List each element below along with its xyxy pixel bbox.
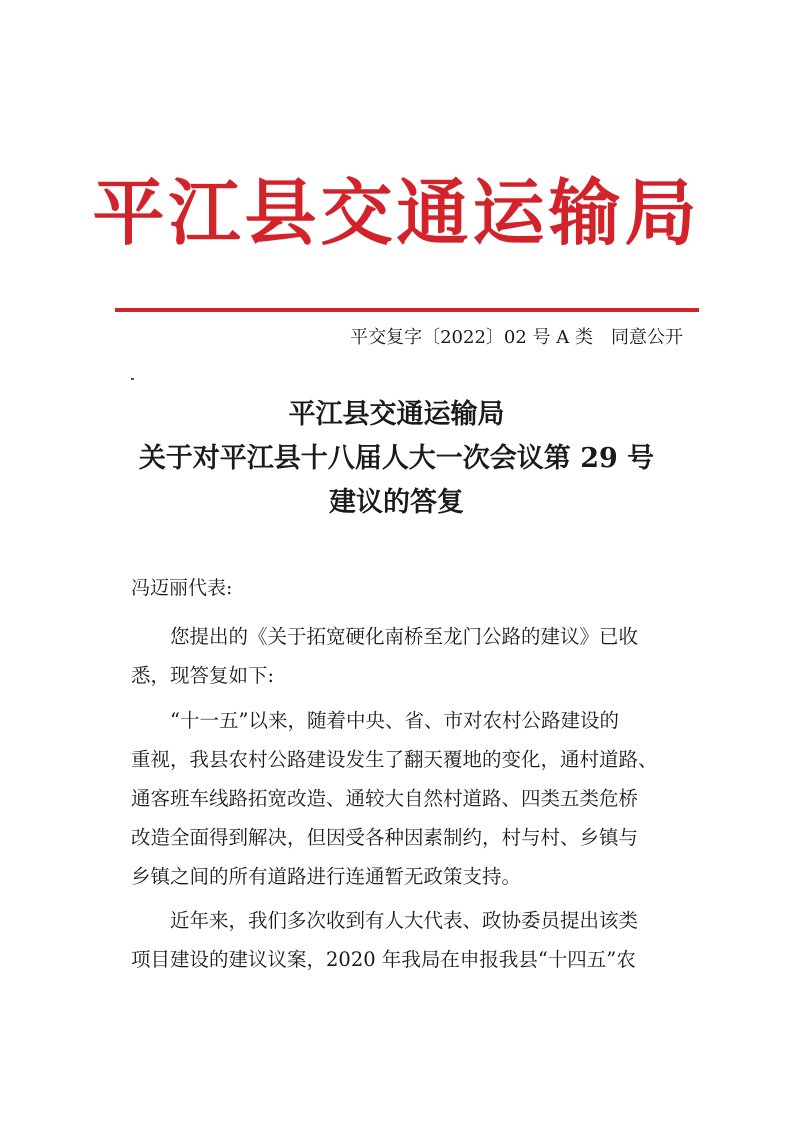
paragraph-line: 重视，我县农村公路建设发生了翻天覆地的变化，通村道路、 <box>131 748 658 771</box>
red-header-rule <box>115 308 699 312</box>
title-line-1: 平江县交通运输局 <box>288 399 505 430</box>
paragraph-line: “十一五”以来，随着中央、省、市对农村公路建设的 <box>170 709 619 732</box>
salutation: 冯迈丽代表: <box>131 577 233 599</box>
masthead-title: 平江县交通运输局 <box>92 170 701 255</box>
paragraph-line: 乡镇之间的所有道路进行连通暂无政策支持。 <box>131 865 522 888</box>
paragraph-1 <box>131 617 687 695</box>
title-line-2: 关于对平江县十八届人大一次会议第 29 号 <box>138 443 655 474</box>
paragraph-line: 项目建设的建议议案，2020 年我局在申报我县“十四五”农 <box>131 948 636 971</box>
paragraph-line: 近年来，我们多次收到有人大代表、政协委员提出该类 <box>170 909 639 932</box>
paragraph-3 <box>131 901 687 979</box>
paragraph-line: 悉，现答复如下: <box>131 664 275 687</box>
document-title <box>0 393 793 525</box>
paragraph-2 <box>131 701 687 896</box>
scan-mark <box>131 378 134 380</box>
paragraph-line: 改造全面得到解决，但因受各种因素制约，村与村、乡镇与 <box>131 826 639 849</box>
document-number: 平交复字〔2022〕02 号 A 类 同意公开 <box>350 327 683 348</box>
paragraph-line: 通客班车线路拓宽改造、通较大自然村道路、四类五类危桥 <box>131 787 639 810</box>
paragraph-line: 您提出的《关于拓宽硬化南桥至龙门公路的建议》已收 <box>170 625 639 648</box>
title-line-3: 建议的答复 <box>329 487 464 518</box>
